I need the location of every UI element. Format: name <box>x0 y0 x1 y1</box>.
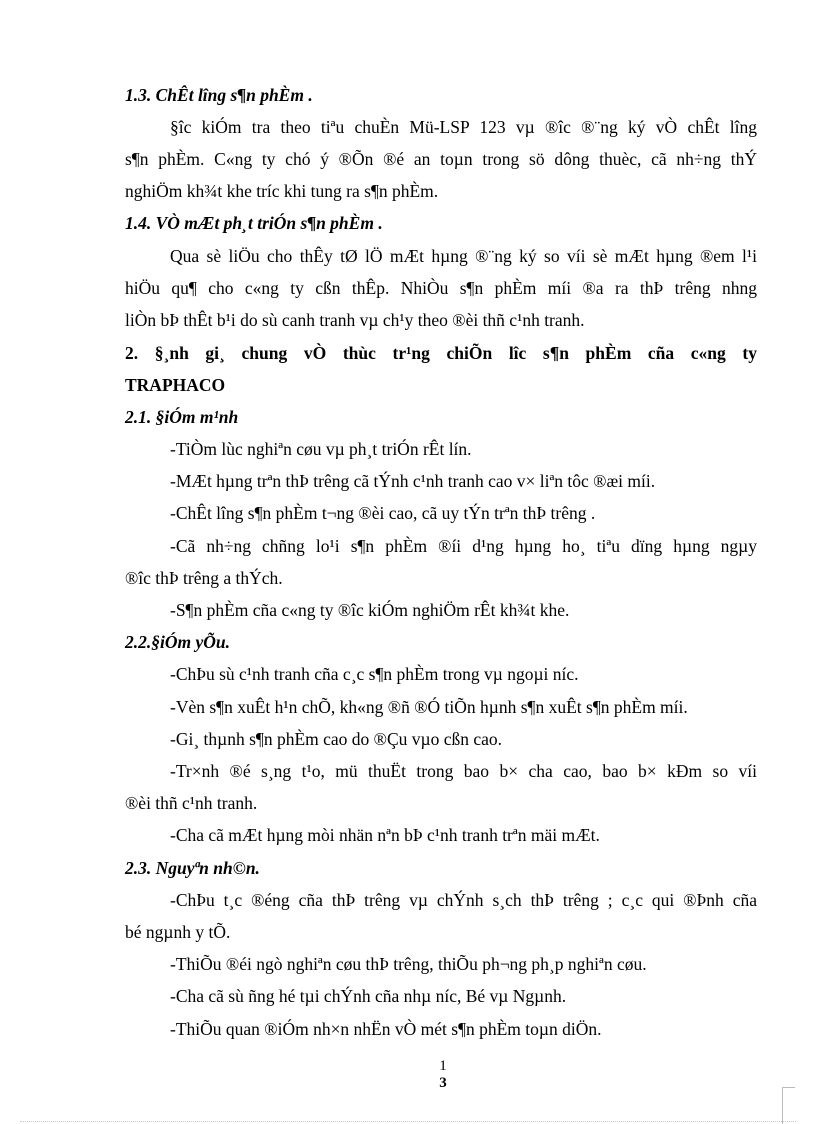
list-item: -ThiÕu ®éi ngò nghiªn cøu thÞ trêng, thiÕu ph¬ng ph¸p nghiªn cøu. <box>170 954 647 974</box>
heading-2-2: 2.2.§iÓm yÕu. <box>125 632 230 652</box>
list-item: -Vèn s¶n xuÊt h¹n chÕ, kh«ng ®ñ ®Ó tiÕn hµnh s¶n xuÊt s¶n phÈm míi. <box>170 697 688 717</box>
list-item: -ThiÕu quan ®iÓm nh×n nhËn vÒ mét s¶n phÈm toµn diÖn. <box>170 1019 602 1039</box>
list-item-continued: ®èi thñ c¹nh tranh. <box>125 793 258 813</box>
paragraph-line: nghiÖm kh¾t khe tríc khi tung ra s¶n phÈm. <box>125 181 439 201</box>
heading-2-3: 2.3. Nguyªn nh©n. <box>125 858 260 878</box>
page-corner-mark <box>782 1087 795 1124</box>
heading-2-1: 2.1. §iÓm m¹nh <box>125 407 239 427</box>
heading-2: 2. §¸nh gi¸ chung vÒ thùc tr¹ng chiÕn lîc s¶n phÈm cña c«ng ty <box>125 343 757 363</box>
paragraph-line: hiÖu qu¶ cho c«ng ty cßn thÊp. NhiÒu s¶n phÈm míi ®a ra thÞ trêng nhng <box>125 278 757 298</box>
page-number-line-1: 1 <box>439 1058 447 1074</box>
page-bottom-border <box>20 1121 796 1122</box>
heading-2-continued: TRAPHACO <box>125 375 226 395</box>
paragraph-line: s¶n phÈm. C«ng ty chó ý ®Õn ®é an toµn trong sö dông thuèc, cã nh÷ng thÝ <box>125 149 757 169</box>
page-number-line-2: 3 <box>439 1075 447 1091</box>
list-item: -Tr×nh ®é s¸ng t¹o, mü thuËt trong bao b× cha cao, bao b× kÐm so víi <box>170 761 757 781</box>
list-item: -S¶n phÈm cña c«ng ty ®îc kiÓm nghiÖm rÊt kh¾t khe. <box>170 600 570 620</box>
paragraph-line: liÒn bÞ thÊt b¹i do sù canh tranh vµ ch¹y theo ®èi thñ c¹nh tranh. <box>125 310 585 330</box>
heading-1-3: 1.3. ChÊt lîng s¶n phÈm . <box>125 85 313 105</box>
list-item: -MÆt hµng trªn thÞ trêng cã tÝnh c¹nh tranh cao v× liªn tôc ®æi míi. <box>170 471 656 491</box>
list-item: -Cã nh÷ng chñng lo¹i s¶n phÈm ®íi d¹ng hµng ho¸ tiªu dïng hµng ngµy <box>170 536 757 556</box>
heading-1-4: 1.4. VÒ mÆt ph¸t triÓn s¶n phÈm . <box>125 213 383 233</box>
list-item: -TiÒm lùc nghiªn cøu vµ ph¸t triÓn rÊt lín. <box>170 439 472 459</box>
list-item: -ChÊt lîng s¶n phÈm t¬ng ®èi cao, cã uy tÝn trªn thÞ trêng . <box>170 503 596 523</box>
list-item: -Cha cã sù ñng hé tµi chÝnh cña nhµ níc, Bé vµ Ngµnh. <box>170 986 567 1006</box>
list-item: -Gi¸ thµnh s¶n phÈm cao do ®Çu vµo cßn cao. <box>170 729 503 749</box>
list-item-continued: bé ngµnh y tÕ. <box>125 922 231 942</box>
list-item-continued: ®îc thÞ trêng a thÝch. <box>125 568 283 588</box>
list-item: -ChÞu t¸c ®éng cña thÞ trêng vµ chÝnh s¸ch thÞ trêng ; c¸c qui ®Þnh cña <box>170 890 757 910</box>
paragraph-line: Qua sè liÖu cho thÊy tØ lÖ mÆt hµng ®¨ng ký so víi sè mÆt hµng ®em l¹i <box>170 246 757 266</box>
list-item: -Cha cã mÆt hµng mòi nhän nªn bÞ c¹nh tranh trªn mäi mÆt. <box>170 825 600 845</box>
list-item: -ChÞu sù c¹nh tranh cña c¸c s¶n phÈm trong vµ ngoµi níc. <box>170 664 579 684</box>
paragraph-line: §îc kiÓm tra theo tiªu chuÈn Mü-LSP 123 vµ ®îc ®¨ng ký vÒ chÊt lîng <box>170 117 757 137</box>
